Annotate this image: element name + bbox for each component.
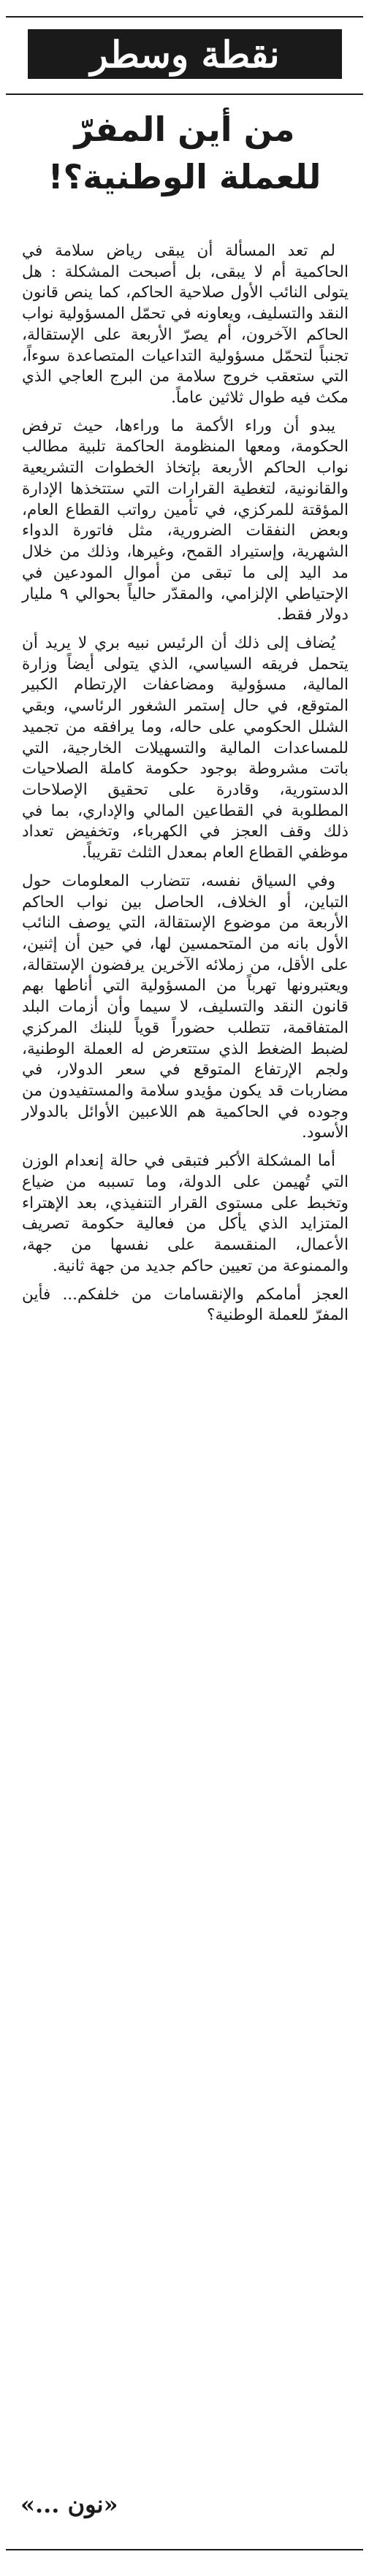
column-banner-title: نقطة وسطر — [90, 32, 280, 76]
bottom-rule — [6, 2549, 363, 2550]
author-signature: «نون ...» — [20, 2491, 118, 2518]
column-banner — [28, 29, 342, 79]
banner-rule — [6, 93, 363, 95]
article-body — [22, 241, 349, 1334]
headline-line-2: للعملة الوطنية؟! — [47, 157, 322, 196]
paragraph: أما المشكلة الأكبر فتبقى في حالة إنعدام الوزن التي تُهيمن على الدولة، وما تسببه من ضياع وتخبط على مستوى القرار التنفيذي، بعد الإهتراء المتزايد الذي يأكل من فعالية حكومة تصريف الأعمال، المنقسمة على نفسها من جهة، والممنوعة من تعيين حاكم جديد من جهة ثانية. — [22, 1152, 349, 1275]
paragraph: يبدو أن وراء الأكمة ما وراءها، حيث ترفض الحكومة، ومعها المنظومة الحاكمة تلبية مطالب نواب الحاكم الأربعة بإتخاذ الخطوات التشريعية والقانونية، لتغطية القرارات التي ستتخذها الإدارة المؤقتة للمركزي، في تأمين رواتب القطاع العام، وبعض النفقات الضرورية، مثل فاتورة الدواء الشهرية، وإستيراد القمح، وغيرها، وذلك من خلال مد اليد إلى ما تبقى من أموال المودعين في الإحتياطي الإلزامي، والمقدّر حالياً بحوالي ٩ مليار دولار فقط. — [22, 416, 349, 624]
top-rule — [6, 16, 363, 18]
paragraph: يُضاف إلى ذلك أن الرئيس نبيه بري لا يريد أن يتحمل فريقه السياسي، الذي يتولى أيضاً وزارة المالية، مسؤولية ومضاعفات الإرتطام الكبير المتوقع، في حال إستمر الشغور الرئاسي، وبقي الشلل الحكومي على حاله، وما يرافقه من تجميد للمساعدات المالية والتسهيلات الخارجية، التي باتت مشروطة بوجود حكومة كاملة الصلاحيات الدستورية، وقادرة على تحقيق الإصلاحات المطلوبة في القطاعين المالي والإداري، بما في ذلك وقف العجز في الكهرباء، وتخفيض تعداد موظفي القطاع العام بمعدل الثلث تقريباً. — [22, 633, 349, 863]
paragraph: وفي السياق نفسه، تتضارب المعلومات حول التباين، أو الخلاف، الحاصل بين نواب الحاكم الأربعة من موضوع الإستقالة، التي يوصف النائب الأول بانه من المتحمسين لها، في حين أن إثنين، على الأقل، من زملائه الآخرين يرفضون الإستقالة، ويعتبرونها تهرباً من المسؤولية التي أناطها بهم قانون النقد والتسليف، لا سيما وأن أزمات البلد المتفاقمة، تتطلب حضوراً قوياً للبنك المركزي لضبط الضغط الذي ستتعرض له العملة الوطنية، ولجم الإرتفاع المتوقع في سعر الدولار، في مضاربات قد يكون مؤيدو سلامة والمستفيدون من وجوده في الحاكمية هم اللاعبين الأوائل بالدولار الأسود. — [22, 871, 349, 1142]
paragraph: العجز أمامكم والإنقسامات من خلفكم... فأين المفرّ للعملة الوطنية؟ — [22, 1285, 349, 1325]
headline-line-1: من أين المفرّ — [74, 110, 295, 149]
paragraph: لم تعد المسألة أن يبقى رياض سلامة في الحاكمية أم لا يبقى، بل أصبحت المشكلة : هل يتولى النائب الأول صلاحية الحاكم، كما ينص قانون النقد والتسليف، ويعاونه في تحمّل المسؤولية نواب الحاكم الآخرون، أم يصرّ الأربعة على الإستقالة، تجنباً لتحمّل مسؤولية التداعيات المتصاعدة سوءاً، التي ستعقب خروج سلامة من البرج العاجي الذي مكث فيه طوال ثلاثين عاماً. — [22, 242, 349, 408]
